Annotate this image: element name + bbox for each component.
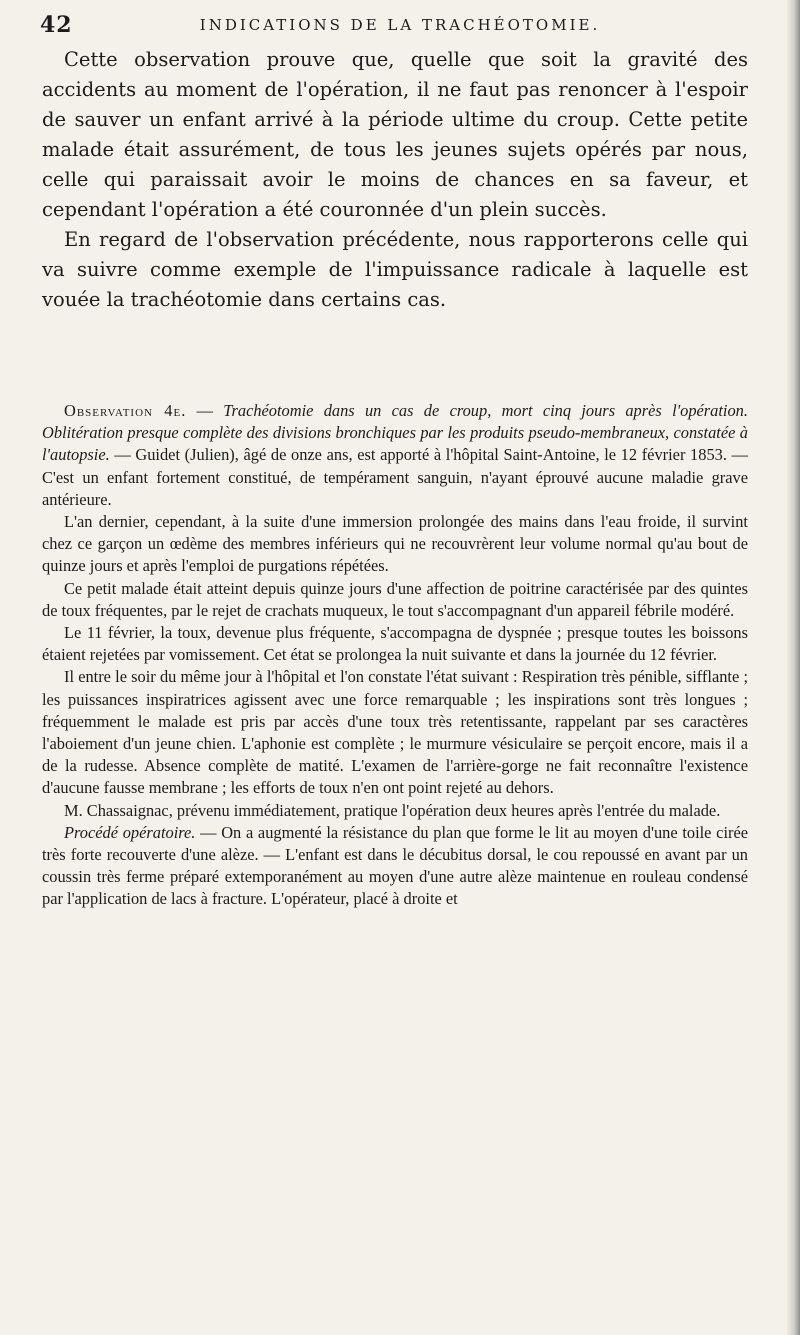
observation-heading: Observation 4e. — Trachéotomie dans un cas de croup, mort cinq jours après l'opération. Oblitération presque complète des divisions bronchiques par les produits pseudo-membraneux, constatée à l'autopsie. — Guidet (Julien), âgé de onze ans, est apporté à l'hôpital Saint-Antoine, le 12 février 1853. — C'est un enfant fortement constitué, de tempérament sanguin, n'ayant éprouvé aucune maladie grave antérieure. xyxy=(42,401,748,509)
paragraph: Il entre le soir du même jour à l'hôpital et l'on constate l'état suivant : Respiration très pénible, sifflante ; les puissances inspiratrices agissent avec une force remarquable ; les inspirations sont très longues ; fréquemment le malade est pris par accès d'une toux très retentissante, rappelant par ses caractères l'aboiement d'un jeune chien. L'aphonie est complète ; le murmure vésiculaire se perçoit encore, mais il a de la rudesse. Absence complète de matité. L'examen de l'arrière-gorge ne fait reconnaître l'existence d'aucune fausse membrane ; les efforts de toux n'en ont point rejeté au dehors. xyxy=(42,667,748,798)
page-edge-shadow xyxy=(786,0,800,1335)
paragraph: Le 11 février, la toux, devenue plus fréquente, s'accompagna de dyspnée ; presque toutes les boissons étaient rejetées par vomissement. Cet état se prolongea la nuit suivante et dans la journée du 12 février. xyxy=(42,623,748,665)
observation-title: Trachéotomie dans un cas de croup, mort cinq jours après l'opération. Oblitération presque complète des divisions bronchiques par les produits pseudo-membraneux, constatée à l'autopsie. xyxy=(42,401,748,465)
procedure-label: Procédé opératoire. xyxy=(64,822,196,842)
paragraph: En regard de l'observation précédente, nous rapporterons celle qui va suivre comme exemple de l'impuissance radicale à laquelle est vouée la trachéotomie dans certains cas. xyxy=(42,228,748,311)
procedure-text: — On a augmenté la résistance du plan que forme le lit au moyen d'une toile cirée très forte recouverte d'une alèze. — L'enfant est dans le décubitus dorsal, le cou repoussé en avant par un coussin très ferme préparé extemporanément au moyen d'une autre alèze maintenue en rouleau condensé par l'application de lacs à fracture. L'opérateur, placé à droite et xyxy=(42,822,749,909)
page-header xyxy=(40,12,760,42)
paragraph: Cette observation prouve que, quelle que soit la gravité des accidents au moment de l'opération, il ne faut pas renoncer à l'espoir de sauver un enfant arrivé à la période ultime du croup. Cette petite malade était assurément, de tous les jeunes sujets opérés par nous, celle qui paraissait avoir le moins de chances en sa faveur, et cependant l'opération a été couronnée d'un plein succès. xyxy=(42,48,748,221)
observation-text xyxy=(42,400,748,911)
page-number: 42 xyxy=(40,12,73,38)
paragraph: M. Chassaignac, prévenu immédiatement, pratique l'opération deux heures après l'entrée du malade. xyxy=(64,800,721,820)
main-text xyxy=(42,45,748,315)
paragraph: L'an dernier, cependant, à la suite d'une immersion prolongée des mains dans l'eau froide, il survint chez ce garçon un œdème des membres inférieurs qui ne recouvrèrent leur volume normal qu'au bout de quinze jours et après l'emploi de purgations répétées. xyxy=(42,512,748,576)
observation-label: Observation 4e. xyxy=(64,401,187,420)
observation-intro: — Guidet (Julien), âgé de onze ans, est apporté à l'hôpital Saint-Antoine, le 12 février 1853. — C'est un enfant fortement constitué, de tempérament sanguin, n'ayant éprouvé aucune maladie grave antérieure. xyxy=(42,445,748,509)
procedure-paragraph xyxy=(42,822,748,911)
paragraph: Ce petit malade était atteint depuis quinze jours d'une affection de poitrine caractérisée par des quintes de toux fréquentes, par le rejet de crachats muqueux, le tout s'accompagnant d'un appareil fébrile modéré. xyxy=(42,578,748,620)
running-head: INDICATIONS DE LA TRACHÉOTOMIE. xyxy=(199,16,601,34)
